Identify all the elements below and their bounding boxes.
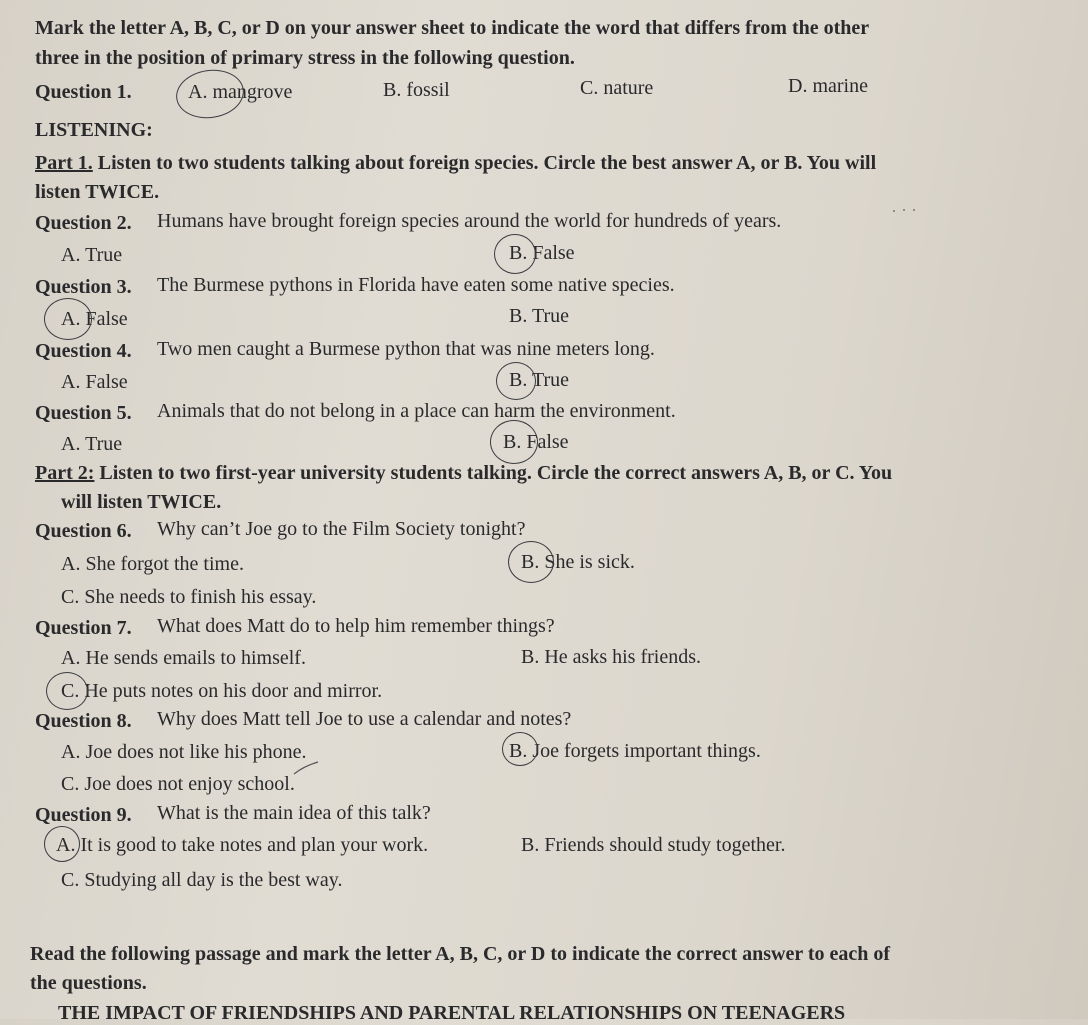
question-7-option-c[interactable]: C. He puts notes on his door and mirror. [61, 680, 383, 702]
question-6-label: Question 6. [35, 520, 132, 542]
question-9-label: Question 9. [35, 804, 132, 826]
part-2-instruction [35, 461, 892, 485]
question-1-option-a[interactable]: A. mangrove [188, 81, 293, 103]
question-1-label: Question 1. [35, 81, 132, 103]
question-2-label: Question 2. [35, 212, 132, 234]
question-5-text: Animals that do not belong in a place can harm the environment. [157, 400, 676, 422]
question-3-option-b[interactable]: B. True [509, 305, 570, 327]
question-4-label: Question 4. [35, 340, 132, 362]
question-4-option-a[interactable]: A. False [61, 371, 128, 393]
reading-instruction-line-1: Read the following passage and mark the letter A, B, C, or D to indicate the correct answer to each of [30, 943, 891, 965]
question-2-option-b[interactable]: B. False [509, 242, 575, 264]
question-8-option-b[interactable]: B. Joe forgets important things. [509, 740, 761, 762]
question-1-option-c[interactable]: C. nature [580, 77, 654, 99]
part-1-instruction [35, 151, 876, 175]
question-7-text: What does Matt do to help him remember things? [157, 615, 555, 637]
question-7-option-a[interactable]: A. He sends emails to himself. [61, 647, 306, 669]
question-8-label: Question 8. [35, 710, 132, 732]
question-9-option-c[interactable]: C. Studying all day is the best way. [61, 869, 343, 891]
question-5-label: Question 5. [35, 402, 132, 424]
question-6-text: Why can’t Joe go to the Film Society tonight? [157, 518, 526, 540]
part-1-line-2: listen TWICE. [35, 181, 160, 203]
question-4-text: Two men caught a Burmese python that was nine meters long. [157, 338, 655, 360]
question-7-label: Question 7. [35, 617, 132, 639]
question-3-label: Question 3. [35, 276, 132, 298]
listening-heading: LISTENING: [35, 119, 153, 141]
question-2-option-a[interactable]: A. True [61, 244, 123, 266]
pen-dots-mark [890, 204, 930, 218]
question-9-option-a[interactable]: A. It is good to take notes and plan your work. [56, 834, 429, 856]
question-8-option-a[interactable]: A. Joe does not like his phone. [61, 741, 307, 763]
question-7-option-b[interactable]: B. He asks his friends. [521, 646, 701, 668]
question-8-text: Why does Matt tell Joe to use a calendar and notes? [157, 708, 572, 730]
instruction-line-1: Mark the letter A, B, C, or D on your answer sheet to indicate the word that differs from the other [35, 17, 870, 39]
question-3-text: The Burmese pythons in Florida have eaten some native species. [157, 274, 675, 296]
part-2-line-1: Listen to two first-year university students talking. Circle the correct answers A, B, or C. You [94, 462, 893, 484]
passage-title: THE IMPACT OF FRIENDSHIPS AND PARENTAL RELATIONSHIPS ON TEENAGERS [58, 1002, 846, 1024]
part-2-label: Part 2: [35, 462, 95, 484]
reading-instruction-line-2: the questions. [30, 972, 147, 994]
question-6-option-a[interactable]: A. She forgot the time. [61, 553, 244, 575]
question-6-option-c[interactable]: C. She needs to finish his essay. [61, 586, 317, 608]
question-4-option-b[interactable]: B. True [509, 369, 570, 391]
part-2-line-2: will listen TWICE. [61, 491, 222, 513]
question-8-option-c[interactable]: C. Joe does not enjoy school. [61, 773, 295, 795]
part-1-line-1: Listen to two students talking about foreign species. Circle the best answer A, or B. You will [92, 152, 877, 174]
question-9-option-b[interactable]: B. Friends should study together. [521, 834, 786, 856]
instruction-line-2: three in the position of primary stress in the following question. [35, 47, 575, 69]
question-5-option-b[interactable]: B. False [503, 431, 569, 453]
question-2-text: Humans have brought foreign species around the world for hundreds of years. [157, 210, 782, 232]
part-1-label: Part 1. [35, 152, 93, 174]
question-1-option-d[interactable]: D. marine [788, 75, 868, 97]
question-6-option-b[interactable]: B. She is sick. [521, 551, 635, 573]
question-5-option-a[interactable]: A. True [61, 433, 123, 455]
question-3-option-a[interactable]: A. False [61, 308, 128, 330]
question-1-option-b[interactable]: B. fossil [383, 79, 450, 101]
question-9-text: What is the main idea of this talk? [157, 802, 431, 824]
